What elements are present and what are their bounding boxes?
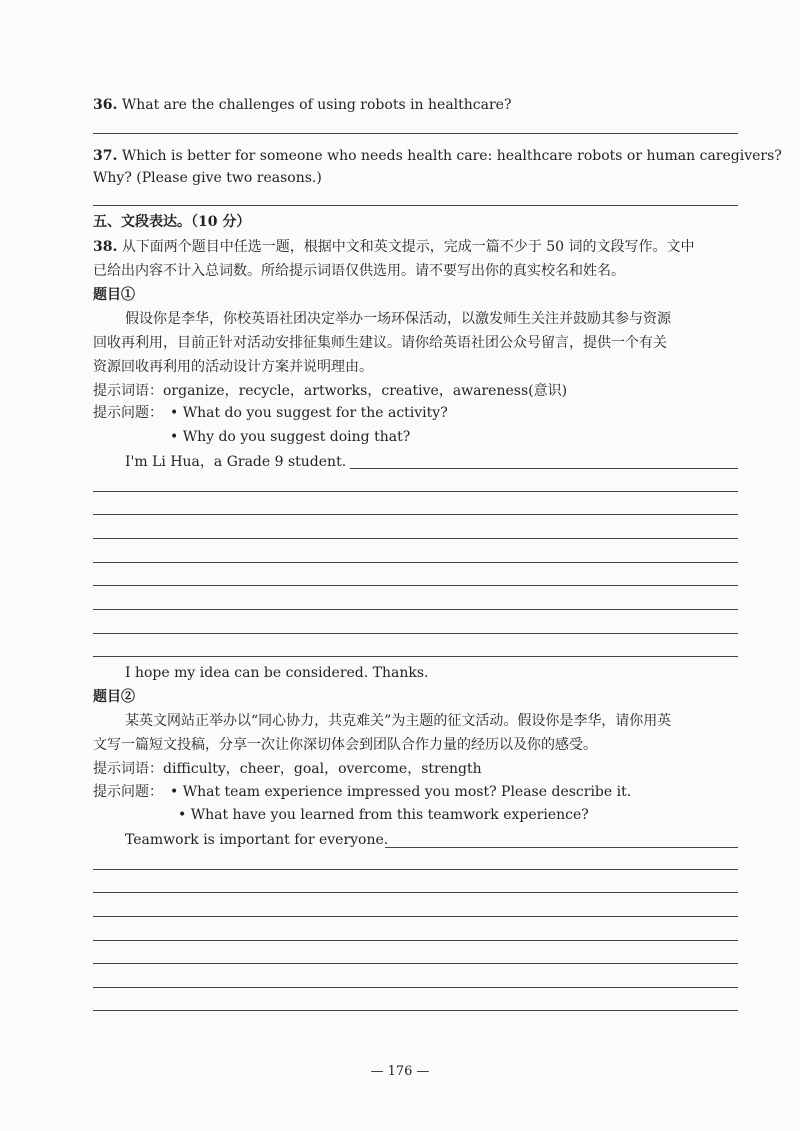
topic-1-writing-line[interactable] [93, 538, 738, 539]
topic-1-hint-question-1: • What do you suggest for the activity? [170, 405, 448, 421]
question-38-instruction-line1: 从下面两个题目中任选一题，根据中文和英文提示，完成一篇不少于 50 词的文段写作。文中 [121, 239, 695, 255]
topic-2-para-line1: 某英文网站正举办以“同心协力，共克难关”为主题的征文活动。假设你是李华，请你用英 [125, 713, 672, 729]
topic-1-writing-line[interactable] [93, 609, 738, 610]
question-37 [93, 149, 782, 163]
topic-2-writing-line[interactable] [93, 1010, 738, 1011]
topic-1-hint-question-2: • Why do you suggest doing that? [170, 429, 411, 445]
section-heading: 五、文段表达。（10 分） [93, 214, 251, 230]
topic-1-writing-line[interactable] [93, 633, 738, 634]
topic-1-title: 题目① [93, 287, 135, 303]
question-36-text: What are the challenges of using robots in healthcare? [121, 97, 512, 113]
topic-1-para-line3: 资源回收再利用的活动设计方案并说明理由。 [93, 359, 373, 375]
topic-1-opening-sentence: I'm Li Hua，a Grade 9 student. [125, 454, 347, 470]
topic-1-writing-line[interactable] [93, 562, 738, 563]
topic-2-writing-line[interactable] [93, 916, 738, 917]
topic-2-writing-line[interactable] [93, 940, 738, 941]
topic-1-writing-line[interactable] [93, 491, 738, 492]
page-number: — 176 — [370, 1064, 430, 1079]
topic-2-hint-question-1: • What team experience impressed you most? Please describe it. [170, 784, 632, 800]
topic-2-writing-line[interactable] [385, 847, 738, 848]
question-38-instruction-line2: 已给出内容不计入总词数。所给提示词语仅供选用。请不要写出你的真实校名和姓名。 [93, 263, 625, 279]
topic-1-para-line2: 回收再利用，目前正针对活动安排征集师生建议。请你给英语社团公众号留言，提供一个有关 [93, 335, 667, 351]
topic-2-hint-words: 提示词语：difficulty，cheer，goal，overcome，strength [93, 761, 482, 777]
topic-2-writing-line[interactable] [93, 869, 738, 870]
question-38-line1 [93, 240, 695, 254]
topic-1-para-line1: 假设你是李华，你校英语社团决定举办一场环保活动，以激发师生关注并鼓励其参与资源 [125, 311, 671, 327]
topic-1-hint-question-label: 提示问题： [93, 405, 163, 421]
topic-2-hint-question-label: 提示问题： [93, 784, 163, 800]
topic-1-writing-line[interactable] [93, 585, 738, 586]
topic-2-writing-line[interactable] [93, 963, 738, 964]
question-36 [93, 98, 511, 112]
question-36-number: 36. [93, 97, 118, 113]
topic-2-title: 题目② [93, 689, 135, 705]
topic-1-hint-words: 提示词语：organize，recycle，artworks，creative，awareness(意识) [93, 383, 568, 399]
question-37-text-line1: Which is better for someone who needs health care: healthcare robots or human caregivers? [121, 148, 782, 164]
question-37-number: 37. [93, 148, 118, 164]
question-37-text-line2: Why? (Please give two reasons.) [93, 170, 322, 186]
topic-1-closing-sentence: I hope my idea can be considered. Thanks. [125, 665, 429, 681]
topic-2-opening-sentence: Teamwork is important for everyone. [125, 832, 389, 848]
topic-2-writing-line[interactable] [93, 892, 738, 893]
answer-line-36[interactable] [93, 133, 738, 134]
topic-2-para-line2: 文写一篇短文投稿，分享一次让你深切体会到团队合作力量的经历以及你的感受。 [93, 737, 597, 753]
topic-1-writing-line[interactable] [93, 656, 738, 657]
topic-1-writing-line[interactable] [350, 468, 738, 469]
topic-2-hint-question-2: • What have you learned from this teamwork experience? [178, 807, 589, 823]
answer-line-37[interactable] [93, 205, 738, 206]
question-38-number: 38. [93, 239, 118, 255]
topic-2-writing-line[interactable] [93, 987, 738, 988]
topic-1-writing-line[interactable] [93, 514, 738, 515]
